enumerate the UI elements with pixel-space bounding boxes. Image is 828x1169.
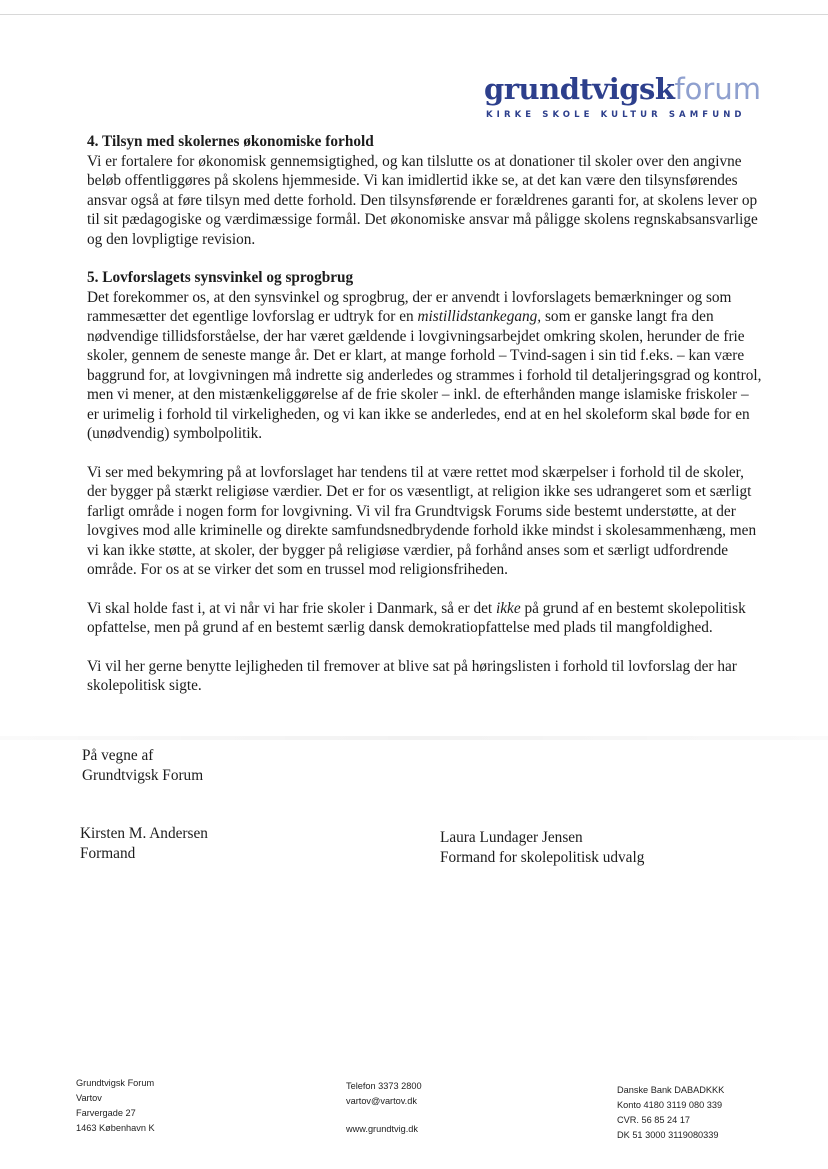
paragraph-religion: Vi ser med bekymring på at lovforslaget har tendens til at være rettet mod skærpelser i forhold til de skoler, der bygger på stærkt religiøse værdier. Det er for os væsentligt, at religion ikke ses udrangeret som et særligt farligt område i nogen form for lovgivning. Vi vil fra Grundtvigsk Forums side bestemt understøtte, at der lovgives mod alle kriminelle og direkte samfundsnedbrydende forhold ikke mindst i skolesammenhæng, men vi kan ikke støtte, at skoler, der bygger på religiøse værdier, på forhånd anses som et særligt udfordrende område. For os at se virker det som en trussel mod religionsfriheden.: [87, 463, 757, 578]
signatory-right-title: Formand for skolepolitisk udvalg: [440, 849, 645, 866]
section-4-heading: 4. Tilsyn med skolernes økonomiske forhold: [87, 133, 374, 150]
section-5-emphasis: mistillidstankegang,: [417, 308, 542, 325]
footer-phone: Telefon 3373 2800: [346, 1081, 422, 1091]
footer-address-line: 1463 København K: [76, 1123, 155, 1133]
closing-line-1: På vegne af: [82, 747, 154, 764]
section-4-body: Vi er fortalere for økonomisk gennemsigtighed, og kan tilslutte os at donationer til skoler over den angivne beløb offentliggøres på skolens hjemmeside. Vi kan imidlertid ikke se, at det kan være den tilsynsførendes ansvar også at føre tilsyn med dette forhold. Den tilsynsførende er forældrenes garanti for, at skolens lever op til sit pædagogiske og værdimæssige formål. Det økonomiske ansvar må påligge skolens regnskabsansvarlige og den lovpligtige revision.: [87, 152, 758, 248]
paragraph-hearing-list: Vi vil her gerne benytte lejligheden til fremover at blive sat på høringslisten i forhold til lovforslag der har skolepolitisk sigte.: [87, 657, 737, 694]
scan-streak: [0, 736, 828, 740]
footer-address-line: Vartov: [76, 1093, 102, 1103]
footer-contact: [346, 1079, 422, 1109]
letter-body: [87, 132, 763, 696]
closing-block: [82, 746, 203, 786]
paragraph-free-schools-text-a: Vi skal holde fast i, at vi når vi har frie skoler i Danmark, så er det: [87, 599, 496, 617]
footer-bank-line: Konto 4180 3119 080 339: [617, 1100, 723, 1110]
paragraph-free-schools-text-b: på grund af en bestemt skolepolitisk opfattelse, men på grund af en bestemt særlig dansk demokratiopfattelse med plads til mangfoldighed.: [87, 599, 746, 636]
signatory-left-title: Formand: [80, 845, 136, 862]
footer-website: www.grundtvig.dk: [346, 1124, 419, 1134]
section-5-text-b: som er ganske langt fra den nødvendige tillidsforståelse, der har været gældende i lovgivningsarbejdet omkring skolen, herunder de frie skoler, gennem de seneste mange år. Det er klart, at mange forhold – Tvind-sagen i sin tid f.eks. – kan være baggrund for, at lovgivningen må indrette sig anderledes og strammes i forhold til detaljeringsgrad og kontrol, men vi mener, at den mistænkeliggørelse af de frie skoler – inkl. de efterhånden mange islamiske friskoler – er urimelig i forhold til virkeligheden, og vi kan ikke se anderledes, end at en hel skoleform skal bøde for en (unødvendig) symbolpolitik.: [87, 308, 762, 442]
footer-email: vartov@vartov.dk: [346, 1096, 417, 1106]
footer-bank-line: CVR. 56 85 24 17: [617, 1115, 691, 1125]
section-5-heading: 5. Lovforslagets synsvinkel og sprogbrug: [87, 269, 354, 286]
paragraph-free-schools-emphasis: ikke: [496, 599, 521, 617]
closing-line-2: Grundtvigsk Forum: [82, 767, 204, 784]
signatory-left: [80, 824, 208, 864]
logo-tagline: KIRKE SKOLE KULTUR SAMFUND: [486, 110, 746, 120]
grundtvigsk-forum-logo: [484, 72, 764, 120]
signatory-right-name: Laura Lundager Jensen: [440, 829, 583, 846]
signatory-right: [440, 828, 644, 868]
footer-address-line: Grundtvigsk Forum: [76, 1078, 155, 1088]
footer-address: [76, 1076, 155, 1136]
section-5-body: [87, 288, 763, 444]
footer-bank: [617, 1083, 724, 1143]
logo-word-light: forum: [674, 72, 761, 106]
footer-address-line: Farvergade 27: [76, 1108, 136, 1118]
top-scan-rule: [0, 14, 828, 15]
logo-word-bold: grundtvigsk: [484, 72, 675, 106]
logo-wordmark: [484, 72, 764, 106]
footer-bank-line: DK 51 3000 3119080339: [617, 1130, 719, 1140]
section-5-text-a: Det forekommer os, at den synsvinkel og sprogbrug, der er anvendt i lovforslagets bemærkninger og som rammesætter det egentlige lovforslag er udtryk for en: [87, 288, 732, 325]
paragraph-free-schools: [87, 599, 763, 638]
footer-bank-line: Danske Bank DABADKKK: [617, 1085, 725, 1095]
signatory-left-name: Kirsten M. Andersen: [80, 825, 208, 842]
